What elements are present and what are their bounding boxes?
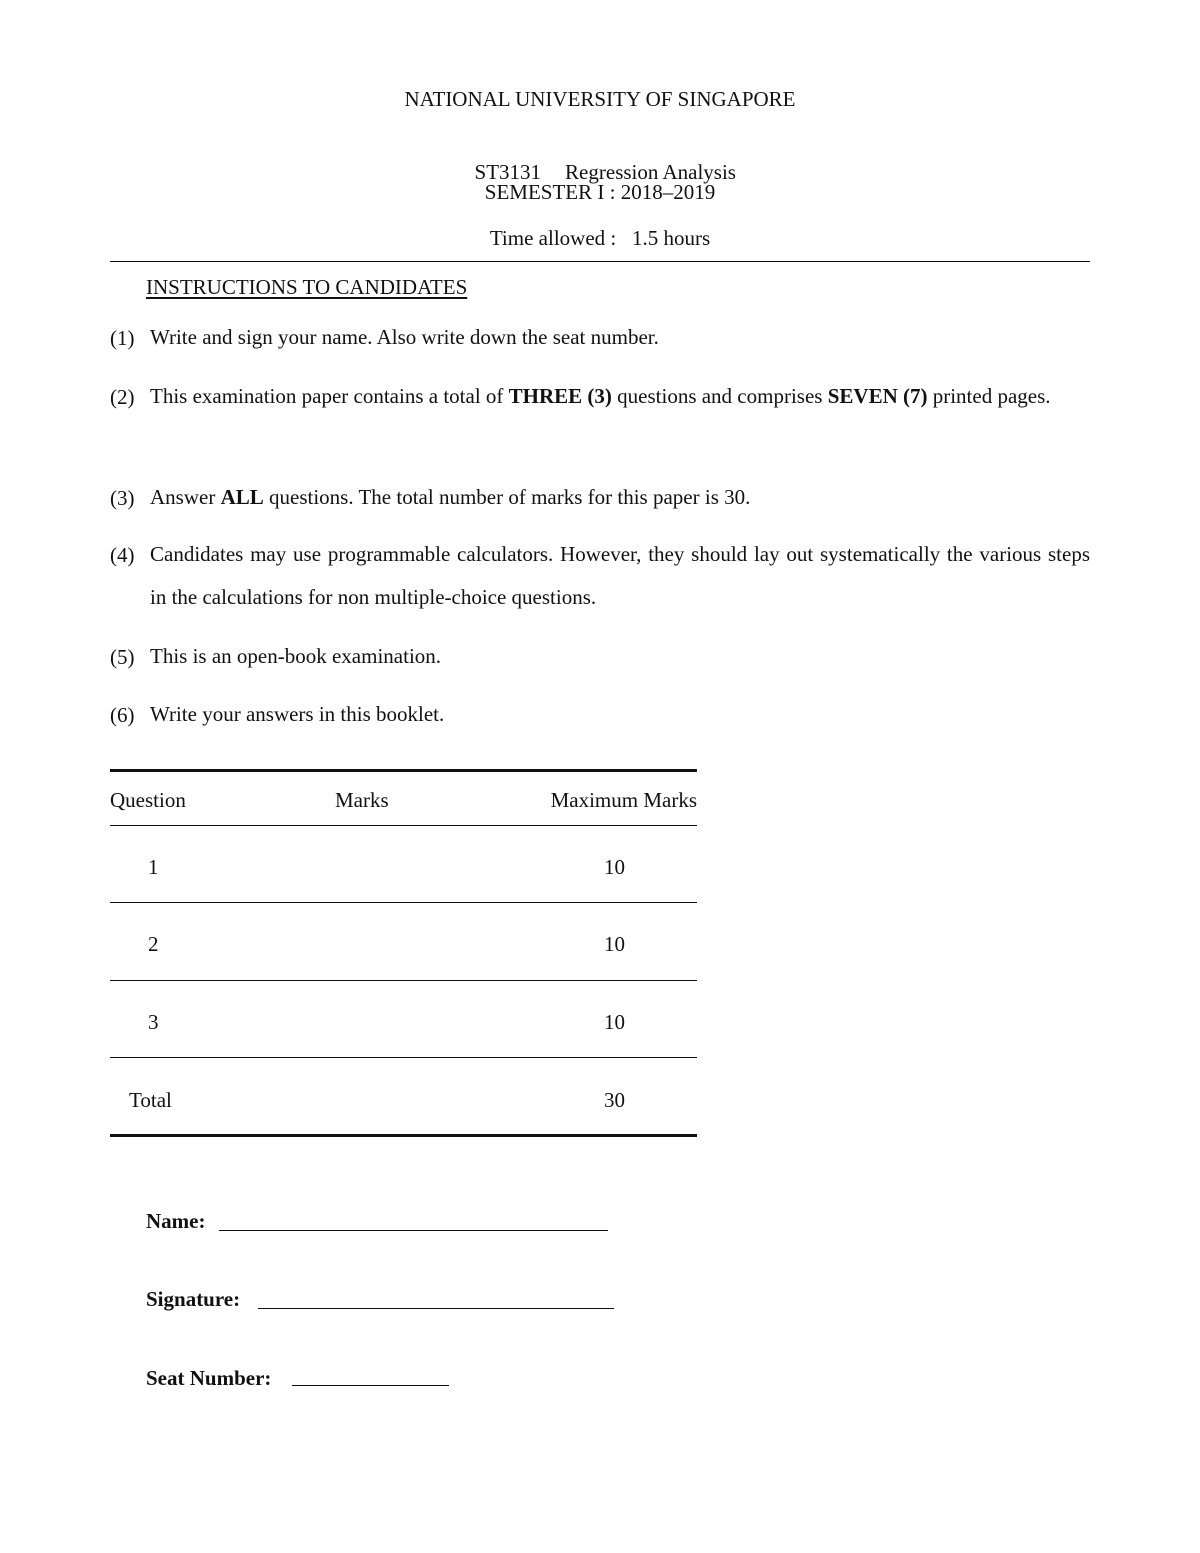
instructions-heading: INSTRUCTIONS TO CANDIDATES <box>146 275 468 299</box>
table-total-max: 30 <box>604 1088 625 1112</box>
instruction-number: (2) <box>110 385 135 409</box>
seat-number-label: Seat Number: <box>146 1366 272 1390</box>
header-divider <box>110 261 1090 262</box>
signature-label: Signature: <box>146 1287 241 1311</box>
table-header-max-marks: Maximum Marks <box>550 788 697 812</box>
table-header-rule <box>110 825 697 826</box>
instruction-item <box>110 375 1090 418</box>
instruction-item <box>110 476 1090 519</box>
instruction-number: (5) <box>110 645 135 669</box>
table-bottom-rule <box>110 1134 697 1137</box>
instruction-item <box>110 693 1090 736</box>
university-name: NATIONAL UNIVERSITY OF SINGAPORE <box>404 87 796 111</box>
instruction-text: Candidates may use programmable calculators. However, they should lay out systematically the various steps in the calculations for non multiple-choice questions. <box>150 542 1090 609</box>
instruction-item <box>110 635 1090 678</box>
course-title: Regression Analysis <box>565 160 736 184</box>
instruction-bold: THREE (3) <box>508 384 612 408</box>
instruction-number: (1) <box>110 326 135 350</box>
table-row-rule <box>110 902 697 903</box>
instruction-text-part: Answer <box>150 485 221 509</box>
signature-field <box>146 1287 240 1312</box>
name-blank[interactable] <box>219 1230 608 1231</box>
table-header-question: Question <box>110 788 186 812</box>
instruction-item <box>110 533 1090 619</box>
table-row-question: 3 <box>148 1010 159 1034</box>
instruction-text-part: printed pages. <box>927 384 1051 408</box>
table-row-question: 2 <box>148 932 159 956</box>
instruction-bold: ALL <box>220 485 264 509</box>
instruction-text <box>150 375 1090 418</box>
instruction-number: (6) <box>110 703 135 727</box>
name-field <box>146 1209 205 1234</box>
seat-number-field <box>146 1366 271 1391</box>
table-row-question: 1 <box>148 855 159 879</box>
instruction-number: (3) <box>110 486 135 510</box>
instruction-text: Write and sign your name. Also write down the seat number. <box>150 325 659 349</box>
instruction-bold: SEVEN (7) <box>827 384 928 408</box>
time-allowed: Time allowed : 1.5 hours <box>489 226 711 250</box>
signature-blank[interactable] <box>258 1308 614 1309</box>
table-total-label: Total <box>129 1088 172 1112</box>
table-row-max: 10 <box>604 932 625 956</box>
table-row-rule <box>110 1057 697 1058</box>
course-code: ST3131 <box>474 160 542 184</box>
instruction-number: (4) <box>110 543 135 567</box>
instruction-text-part: questions. The total number of marks for this paper is 30. <box>263 485 751 509</box>
instruction-text: This is an open-book examination. <box>150 644 442 668</box>
instruction-text-part: questions and comprises <box>611 384 828 408</box>
semester: SEMESTER I : 2018–2019 <box>484 180 716 204</box>
course-line <box>0 135 1200 185</box>
name-label: Name: <box>146 1209 206 1233</box>
table-header-marks: Marks <box>335 788 389 812</box>
table-row-max: 10 <box>604 855 625 879</box>
seat-number-blank[interactable] <box>292 1385 449 1386</box>
instruction-text-part: This examination paper contains a total of <box>150 384 509 408</box>
instruction-item <box>110 316 1090 359</box>
table-row-rule <box>110 980 697 981</box>
table-row-max: 10 <box>604 1010 625 1034</box>
instruction-text: Write your answers in this booklet. <box>150 702 445 726</box>
table-top-rule <box>110 769 697 772</box>
instruction-text <box>150 476 1090 519</box>
